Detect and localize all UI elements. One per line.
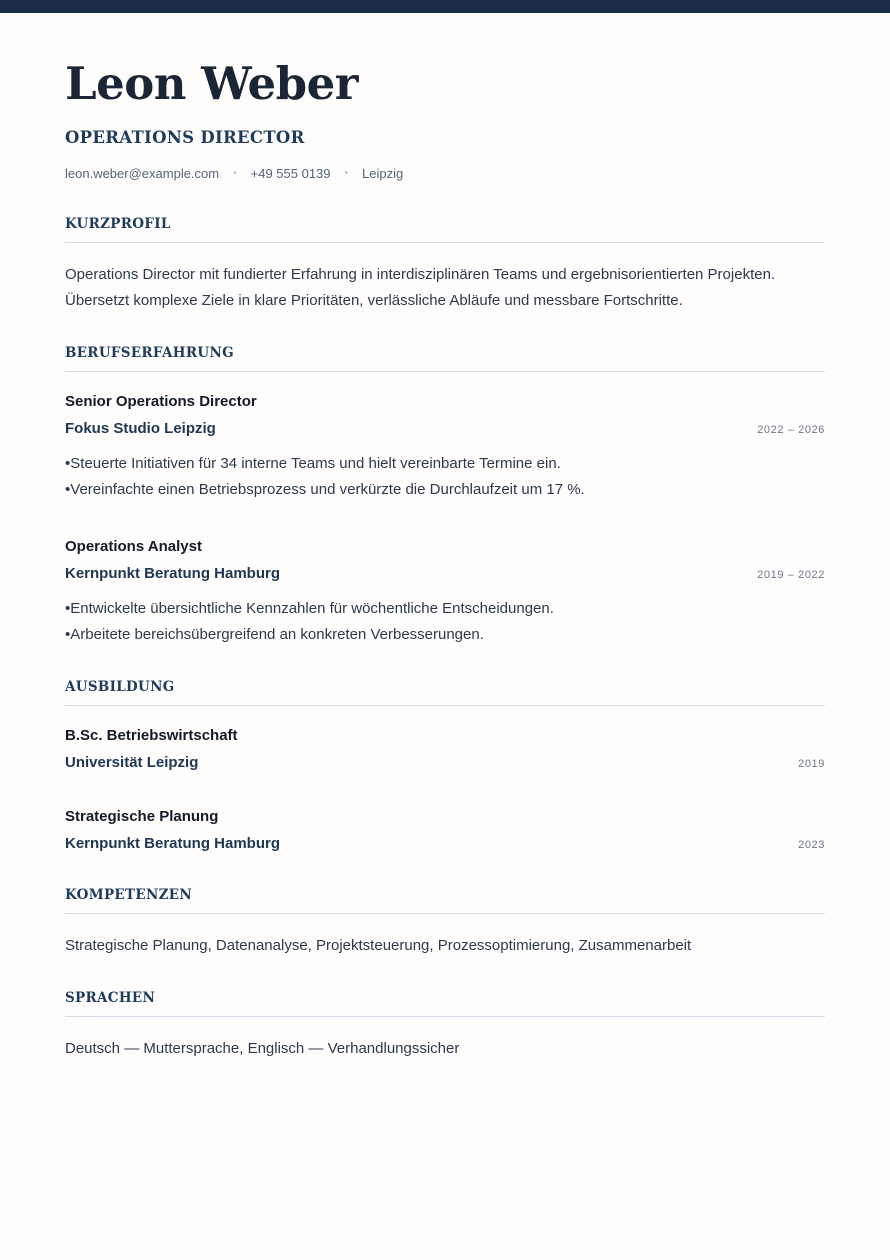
profile-line: Operations Director mit fundierter Erfahrung in interdisziplinären Teams und ergebnisorientierten Projekten.	[65, 266, 776, 283]
job-organization: Kernpunkt Beratung Hamburg	[65, 565, 281, 582]
education-title: B.Sc. Betriebswirtschaft	[65, 727, 238, 744]
bullet-item: • Steuerte Initiativen für 34 interne Teams und hielt vereinbarte Termine ein.	[65, 451, 825, 477]
education-date: 2019	[798, 758, 825, 770]
section-heading-skills: KOMPETENZEN	[65, 887, 825, 914]
contact-phone[interactable]: +49 555 0139	[250, 166, 331, 181]
job-dates: 2022 – 2026	[757, 424, 825, 436]
section-heading-languages: SPRACHEN	[65, 990, 825, 1017]
skills-text: Strategische Planung, Datenanalyse, Projektsteuerung, Prozessoptimierung, Zusammenarbeit	[65, 937, 692, 954]
education-title: Strategische Planung	[65, 808, 219, 825]
job-title: Operations Analyst	[65, 538, 202, 555]
bullet-item: • Entwickelte übersichtliche Kennzahlen für wöchentliche Entscheidungen.	[65, 596, 825, 622]
job-title: Senior Operations Director	[65, 393, 257, 410]
bullet-item: • Arbeitete bereichsübergreifend an konkreten Verbesserungen.	[65, 622, 825, 648]
top-accent-bar	[0, 0, 890, 13]
job-bullets	[65, 596, 825, 648]
section-heading-experience: BERUFSERFAHRUNG	[65, 345, 825, 372]
languages-text: Deutsch — Muttersprache, Englisch — Verhandlungssicher	[65, 1040, 460, 1057]
candidate-name: Leon Weber	[65, 57, 358, 110]
education-organization: Kernpunkt Beratung Hamburg	[65, 835, 281, 852]
education-date: 2023	[798, 839, 825, 851]
job-dates: 2019 – 2022	[757, 569, 825, 581]
bullet-item: • Vereinfachte einen Betriebsprozess und verkürzte die Durchlaufzeit um 17 %.	[65, 477, 825, 503]
job-organization: Fokus Studio Leipzig	[65, 420, 216, 437]
section-heading-education: AUSBILDUNG	[65, 679, 825, 706]
section-heading-profile: KURZPROFIL	[65, 216, 825, 243]
profile-line: Übersetzt komplexe Ziele in klare Prioritäten, verlässliche Abläufe und messbare Fortschritte.	[65, 292, 683, 309]
job-bullets	[65, 451, 825, 503]
contact-line	[65, 166, 403, 181]
education-organization: Universität Leipzig	[65, 754, 199, 771]
profile-text	[65, 262, 825, 314]
contact-city: Leipzig	[362, 166, 404, 181]
candidate-role: OPERATIONS DIRECTOR	[65, 128, 305, 147]
separator-dot: •	[233, 168, 237, 179]
contact-email[interactable]: leon.weber@example.com	[65, 166, 220, 181]
separator-dot: •	[344, 168, 349, 179]
